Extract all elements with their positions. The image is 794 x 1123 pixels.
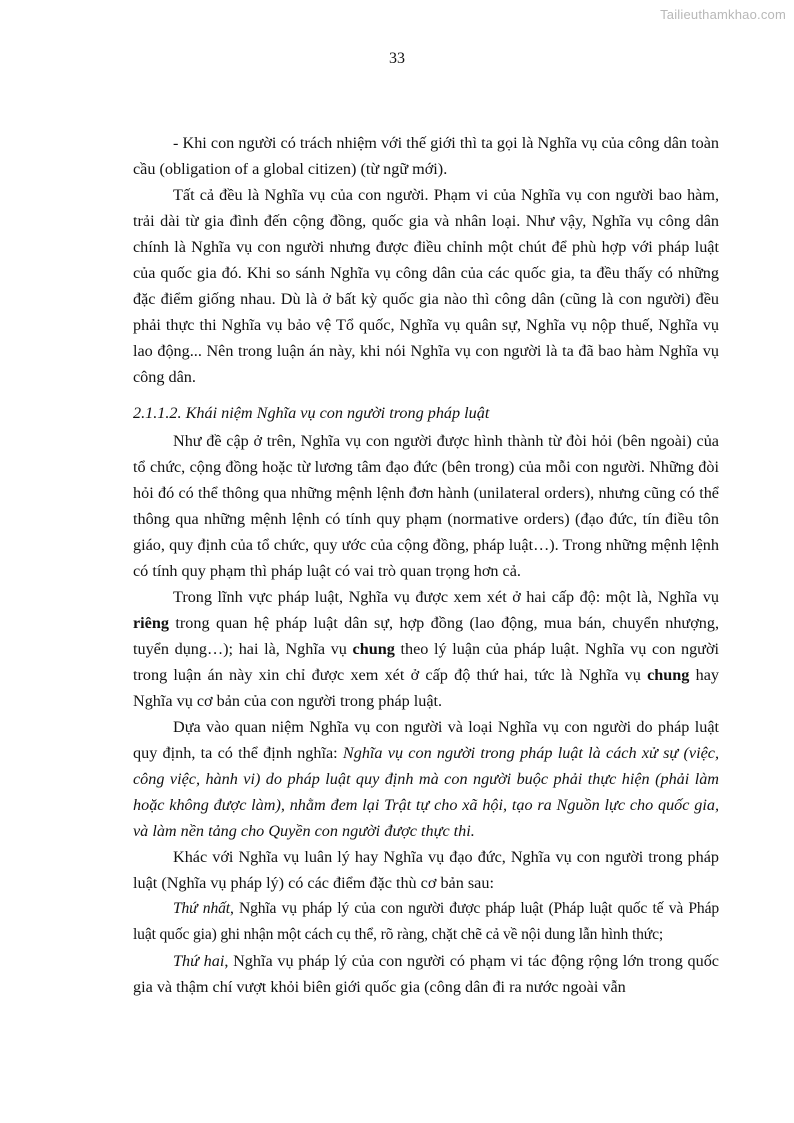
paragraph-normative-orders: Như đề cập ở trên, Nghĩa vụ con người được hình thành từ đòi hỏi (bên ngoài) của tổ chức, cộng đồng hoặc từ lương tâm đạo đức (bên trong) của mỗi con người. Những đòi hỏi đó có thể thông qua những mệnh lệnh đơn hành (unilateral orders), nhưng cũng có thể thông qua những mệnh lệnh có tính quy phạm (normative orders) (đạo đức, tín điều tôn giáo, quy định của tổ chức, quy ước của cộng đồng, pháp luật…). Trong những mệnh lệnh có tính quy phạm thì pháp luật có vai trò quan trọng hơn cả. [133,432,719,580]
document-body [133,130,719,1000]
text-segment: hay Nghĩa vụ cơ bản của con người trong pháp luật. [133,666,719,710]
paragraph-second-point [133,948,719,1000]
text-segment: Trong lĩnh vực pháp luật, Nghĩa vụ được xem xét ở hai cấp độ: một là, Nghĩa vụ [173,588,719,606]
paragraph-definition [133,714,719,844]
text-segment: Dựa vào quan niệm Nghĩa vụ con người và loại Nghĩa vụ con người do pháp luật quy định, ta có thể định nghĩa: [133,718,719,762]
text-segment: , Nghĩa vụ pháp lý của con người có phạm vi tác động rộng lớn trong quốc gia và thậm chí vượt khỏi biên giới quốc gia (công dân đi ra nước ngoài vẫn [133,952,719,996]
bold-term-chung-2: chung [647,666,690,684]
italic-label-first: Thứ nhất [173,900,230,917]
section-heading: 2.1.1.2. Khái niệm Nghĩa vụ con người trong pháp luật [133,404,490,422]
text-segment: trong quan hệ pháp luật dân sự, hợp đồng (lao động, mua bán, chuyển nhượng, tuyển dụng…); hai là, Nghĩa vụ [133,614,719,658]
paragraph-legal-levels [133,584,719,714]
italic-label-second: Thứ hai [173,952,225,970]
text-segment: , Nghĩa vụ pháp lý của con người được pháp luật (Pháp luật quốc tế và Pháp luật quốc gia) ghi nhận một cách cụ thể, rõ ràng, chặt chẽ cả về nội dung lẫn hình thức; [133,900,719,943]
paragraph-first-point [133,896,719,948]
bold-term-chung: chung [352,640,395,658]
bold-term-rieng: riêng [133,614,169,632]
definition-italic: Nghĩa vụ con người trong pháp luật là cách xử sự (việc, công việc, hành vi) do pháp luật quy định mà con người buộc phải thực hiện (phải làm hoặc không được làm), nhằm đem lại Trật tự cho xã hội, tạo ra Nguồn lực cho quốc gia, và làm nền tảng cho Quyền con người được thực thi. [133,744,719,840]
page-number: 33 [389,50,405,67]
text-segment: theo lý luận của pháp luật. Nghĩa vụ con người trong luận án này xin chỉ được xem xét ở cấp độ thứ hai, tức là Nghĩa vụ [133,640,720,684]
paragraph-human-obligation-scope: Tất cả đều là Nghĩa vụ của con người. Phạm vi của Nghĩa vụ con người bao hàm, trải dài từ gia đình đến cộng đồng, quốc gia và nhân loại. Như vậy, Nghĩa vụ công dân chính là Nghĩa vụ con người nhưng được điều chỉnh một chút để phù hợp với pháp luật của quốc gia đó. Khi so sánh Nghĩa vụ công dân của các quốc gia, ta đều thấy có những đặc điểm giống nhau. Dù là ở bất kỳ quốc gia nào thì công dân (cũng là con người) đều phải thực thi Nghĩa vụ bảo vệ Tổ quốc, Nghĩa vụ quân sự, Nghĩa vụ nộp thuế, Nghĩa vụ lao động... Nên trong luận án này, khi nói Nghĩa vụ con người là ta đã bao hàm Nghĩa vụ công dân. [133,186,719,386]
watermark: Tailieuthamkhao.com [660,7,786,22]
paragraph-characteristics-intro: Khác với Nghĩa vụ luân lý hay Nghĩa vụ đạo đức, Nghĩa vụ con người trong pháp luật (Nghĩa vụ pháp lý) có các điểm đặc thù cơ bản sau: [133,848,719,892]
paragraph-global-citizen: - Khi con người có trách nhiệm với thế giới thì ta gọi là Nghĩa vụ của công dân toàn cầu (obligation of a global citizen) (từ ngữ mới). [133,134,719,178]
